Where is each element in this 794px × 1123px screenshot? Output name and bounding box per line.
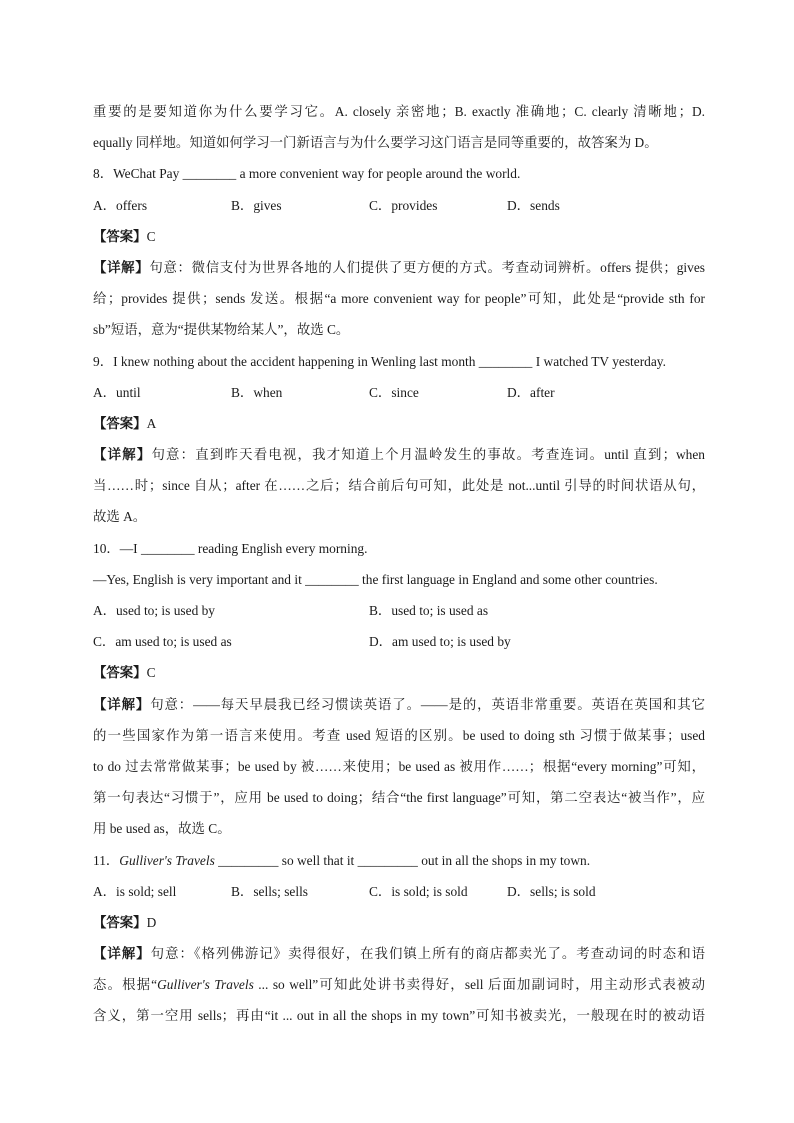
answer-value: D (146, 914, 157, 930)
option-b: B．sells; sells (231, 883, 309, 899)
question-9-detail-line (93, 439, 705, 470)
answer-label: 【答案】 (93, 665, 147, 681)
document-page (93, 96, 705, 1032)
question-8-detail-line: sb”短语，意为“提供某物给某人”，故选 C。 (93, 322, 350, 338)
book-title: Gulliver's Travels (119, 852, 215, 868)
option-a: A．is sold; sell (93, 883, 177, 899)
option-a: A．offers (93, 197, 148, 213)
question-9-stem: 9．I knew nothing about the accident happening in Wenling last month ________ I watched TV yesterday. (93, 353, 666, 369)
question-11-answer (93, 907, 705, 938)
question-10-detail-line: 用 be used as，故选 C。 (93, 821, 231, 837)
question-11-detail-line: 含义，第一空用 sells；再由“it ... out in all the shops in my town”可知书被卖光，一般现在时的被动语 (93, 1008, 705, 1024)
detail-text: 句意：直到昨天看电视，我才知道上个月温岭发生的事故。考查连词。until 直到；when (151, 447, 706, 463)
option-c: C．is sold; is sold (369, 883, 468, 899)
text-line: 重要的是要知道你为什么要学习它。A. closely 亲密地；B. exactly 准确地；C. clearly 清晰地；D. (93, 104, 705, 119)
question-10-stem: —Yes, English is very important and it ________ the first language in England and some other countries. (93, 571, 658, 587)
question-11-stem (93, 845, 705, 876)
option-c: C．am used to; is used as (93, 634, 232, 650)
question-10-answer (93, 657, 705, 688)
question-9-options (93, 377, 705, 408)
answer-label: 【答案】 (93, 228, 147, 244)
answer-value: A (146, 415, 157, 431)
question-10-detail-line: to do 过去常常做某事；be used by 被……来使用；be used as 被用作……；根据“every morning”可知， (93, 758, 705, 774)
option-d: D．sells; is sold (507, 883, 596, 899)
question-11-options (93, 876, 705, 907)
question-number: 11． (93, 852, 120, 868)
question-8-options (93, 190, 705, 221)
detail-text: 句意：微信支付为世界各地的人们提供了更方便的方式。考查动词辨析。offers 提供；gives (149, 259, 705, 275)
option-a: A．used to; is used by (93, 603, 215, 618)
question-10-options (93, 595, 705, 626)
question-10-stem: 10．—I ________ reading English every morning. (93, 540, 368, 556)
option-d: D．after (507, 384, 555, 400)
book-title: Gulliver's Travels (157, 977, 254, 993)
answer-value: C (146, 228, 156, 244)
question-10-detail-line: 的一些国家作为第一语言来使用。考查 used 短语的区别。be used to doing sth 习惯于做某事；used (93, 727, 705, 743)
answer-value: C (146, 665, 156, 681)
question-8-stem: 8．WeChat Pay ________ a more convenient way for people around the world. (93, 166, 521, 182)
detail-label: 【详解】 (93, 696, 151, 712)
question-11-detail-line (93, 969, 705, 1000)
question-10-detail-line (93, 689, 705, 720)
question-8-answer (93, 221, 705, 252)
answer-label: 【答案】 (93, 914, 147, 930)
option-d: D．am used to; is used by (369, 634, 511, 650)
detail-text: 句意：《格列佛游记》卖得很好，在我们镇上所有的商店都卖光了。考查动词的时态和语 (150, 946, 705, 962)
text-line: equally 同样地。知道如何学习一门新语言与为什么要学习这门语言是同等重要的，故答案为 D。 (93, 135, 658, 151)
detail-text: 句意：——每天早晨我已经习惯读英语了。——是的，英语非常重要。英语在英国和其它 (150, 696, 706, 712)
question-8-detail-line: 给；provides 提供；sends 发送。根据“a more convenient way for people”可知，此处是“provide sth for (93, 291, 705, 307)
detail-label: 【详解】 (93, 447, 152, 463)
question-9-answer (93, 408, 705, 439)
option-c: C．provides (369, 197, 438, 213)
question-9-detail-line: 故选 A。 (93, 509, 147, 525)
option-b: B．gives (231, 197, 282, 213)
detail-label: 【详解】 (93, 259, 150, 275)
question-10-detail-line: 第一句表达“习惯于”，应用 be used to doing；结合“the first language”可知，第二空表达“被当作”，应 (93, 790, 705, 806)
question-10-options (93, 626, 705, 657)
option-b: B．when (231, 384, 283, 400)
question-11-detail-line (93, 938, 705, 969)
stem-text: _________ so well that it _________ out in all the shops in my town. (214, 852, 591, 868)
detail-label: 【详解】 (93, 946, 151, 962)
option-c: C．since (369, 384, 419, 400)
question-8-detail-line (93, 252, 705, 283)
option-d: D．sends (507, 197, 560, 213)
option-a: A．until (93, 384, 141, 400)
detail-text: 态。根据“ (93, 977, 158, 993)
detail-text: ... so well”可知此处讲书卖得好，sell 后面加副词时，用主动形式表被动 (253, 977, 705, 993)
answer-label: 【答案】 (93, 415, 147, 431)
option-b: B．used to; is used as (369, 603, 489, 618)
question-9-detail-line: 当……时；since 自从；after 在……之后；结合前后句可知，此处是 not...until 引导的时间状语从句， (93, 478, 705, 494)
